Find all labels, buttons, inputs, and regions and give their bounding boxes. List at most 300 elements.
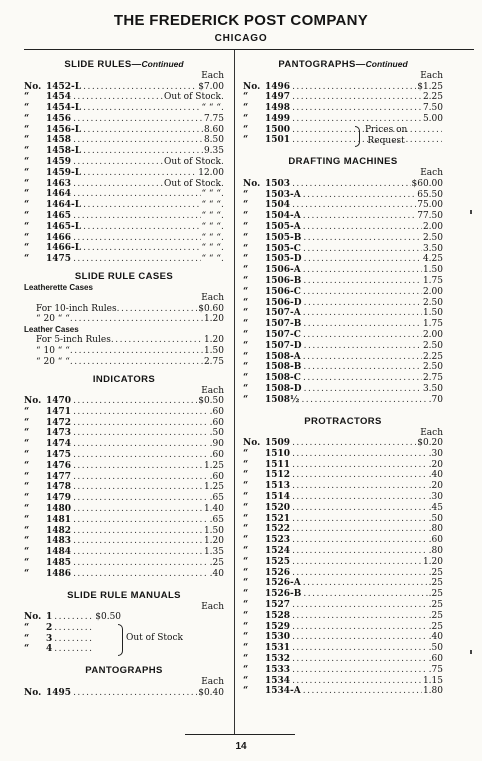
item-prefix: “ <box>243 610 249 621</box>
list-item <box>243 114 443 125</box>
pantographs-list-wrap <box>243 82 443 147</box>
model-number: 1511 <box>265 459 291 470</box>
list-item <box>243 470 443 481</box>
list-item <box>24 515 224 526</box>
model-number: 1532 <box>265 653 291 664</box>
list-item <box>243 503 443 514</box>
model-number: 1486 <box>46 568 72 579</box>
list-item <box>24 335 224 346</box>
list-item <box>243 514 443 525</box>
list-item <box>24 461 224 472</box>
model-number: 1507-C <box>265 329 301 340</box>
model-number: 1485 <box>46 557 72 568</box>
list-item <box>24 254 224 265</box>
list-item <box>243 330 443 341</box>
item-prefix: “ <box>24 211 30 222</box>
model-number: 1526 <box>265 567 291 578</box>
leader-dots <box>221 103 223 114</box>
slide-rules-list <box>24 82 224 266</box>
item-price: .60 <box>209 471 224 482</box>
model-number: 1454 <box>46 92 72 103</box>
model-number: 1510 <box>265 448 291 459</box>
manuals-title: SLIDE RULE MANUALS <box>67 589 181 601</box>
slide-rules-title: SLIDE RULES—Continued <box>64 59 184 70</box>
list-item <box>24 233 224 244</box>
item-price: 2.00 <box>422 329 443 340</box>
item-price: .80 <box>428 524 443 535</box>
item-prefix: “ <box>24 103 30 114</box>
model-number: 1505-C <box>265 243 301 254</box>
list-item <box>243 438 443 449</box>
case-label: For 10-inch Rules <box>36 303 117 314</box>
company-name: THE FREDERICK POST COMPANY <box>113 12 369 29</box>
item-prefix: “ <box>24 450 30 461</box>
list-item <box>243 611 443 622</box>
leader-dots <box>73 493 209 504</box>
leader-dots <box>303 578 428 589</box>
item-price: 7.50 <box>422 103 443 114</box>
item-price: 65.50 <box>417 189 443 200</box>
item-prefix: “ <box>243 113 249 124</box>
item-price: .70 <box>428 394 443 405</box>
leader-dots <box>292 643 428 654</box>
model-number: 1524 <box>265 545 291 556</box>
model-number: 1529 <box>265 621 291 632</box>
leader-dots <box>292 524 428 535</box>
item-prefix: “ <box>243 664 249 675</box>
item-prefix: “ <box>24 536 30 547</box>
model-number: 1476 <box>46 460 72 471</box>
leather-cases-label: Leather Cases <box>24 325 79 335</box>
item-price: .60 <box>209 417 224 428</box>
leader-dots <box>73 407 209 418</box>
item-price: .60 <box>428 535 443 546</box>
model-number: 1454-L <box>46 103 82 114</box>
item-prefix: “ <box>24 113 30 124</box>
item-prefix: “ <box>243 545 249 556</box>
item-price: 1.50 <box>203 525 224 536</box>
item-price: 1.20 <box>203 536 224 547</box>
item-prefix: “ <box>24 167 30 178</box>
model-number: 1484 <box>46 547 72 558</box>
model-number: 1466 <box>46 232 72 243</box>
model-number: 1499 <box>265 113 291 124</box>
slide-rule-cases-title: SLIDE RULE CASES <box>74 271 174 283</box>
bracket <box>118 624 123 656</box>
list-item <box>243 524 443 535</box>
leader-dots <box>304 384 422 395</box>
protractors-section <box>243 416 443 698</box>
item-note: “ “ “ <box>201 232 221 243</box>
pantographs-continued-list <box>243 82 443 147</box>
model-number: 1526-B <box>265 589 302 600</box>
item-price: 1.50 <box>422 308 443 319</box>
pantographs-continued-section <box>243 58 443 146</box>
leader-dots <box>83 243 201 254</box>
item-prefix: “ <box>243 200 249 211</box>
item-note: Out of Stock <box>164 157 221 168</box>
leader-dots <box>83 168 197 179</box>
item-price: 7.75 <box>203 113 224 124</box>
list-item <box>243 222 443 233</box>
item-note: Out of Stock <box>164 178 221 189</box>
item-price: 3.50 <box>422 243 443 254</box>
bracket <box>355 126 360 147</box>
list-item <box>243 103 443 114</box>
list-item <box>24 428 224 439</box>
model-number: 1533 <box>265 664 291 675</box>
drafting-machines-section <box>243 156 443 405</box>
item-price: $0.50 <box>198 396 224 407</box>
slide-rule-cases-section <box>24 271 224 367</box>
list-item <box>243 492 443 503</box>
leader-dots <box>73 211 201 222</box>
model-number: 1470 <box>46 396 72 407</box>
item-price: .60 <box>209 406 224 417</box>
item-price: 2.25 <box>422 351 443 362</box>
item-price: 8.50 <box>203 135 224 146</box>
left-column <box>24 58 224 699</box>
item-price: .90 <box>209 439 224 450</box>
leader-dots <box>292 114 422 125</box>
leader-dots <box>221 254 223 265</box>
item-prefix: “ <box>243 211 249 222</box>
list-item <box>243 600 443 611</box>
item-prefix: “ <box>24 254 30 265</box>
item-price: $0.50 <box>95 612 122 623</box>
model-number: 1505-A <box>265 221 301 232</box>
item-price: .25 <box>428 589 443 600</box>
item-prefix: “ <box>243 492 249 502</box>
item-prefix: “ <box>24 644 30 655</box>
list-item <box>24 157 224 168</box>
model-number: 1463 <box>46 178 72 189</box>
list-item <box>243 287 443 298</box>
model-number: 1466-L <box>46 243 82 254</box>
leader-dots <box>304 254 422 265</box>
item-prefix: “ <box>243 319 249 330</box>
list-item <box>243 265 443 276</box>
item-prefix: “ <box>243 535 249 546</box>
item-prefix: “ <box>243 632 249 643</box>
list-item <box>24 314 224 325</box>
item-prefix: “ <box>24 92 30 103</box>
leader-dots <box>292 622 428 633</box>
leader-dots <box>73 439 209 450</box>
model-number: 1505-D <box>265 254 302 265</box>
item-prefix: No. <box>24 81 42 92</box>
each-label: Each <box>420 427 443 438</box>
leader-dots <box>73 526 203 537</box>
item-prefix: “ <box>24 428 30 439</box>
drafting-machines-title: DRAFTING MACHINES <box>288 156 398 168</box>
list-item <box>24 526 224 537</box>
leader-dots <box>73 536 203 547</box>
item-prefix: “ <box>243 124 249 135</box>
list-item <box>243 676 443 687</box>
list-item <box>243 481 443 492</box>
item-prefix: “ <box>243 340 249 351</box>
item-prefix: “ <box>243 329 249 340</box>
column-divider <box>234 50 235 734</box>
item-prefix: No. <box>24 396 42 407</box>
list-item <box>24 439 224 450</box>
leader-dots <box>303 244 422 255</box>
model-number: 1481 <box>46 514 72 525</box>
manuals-section <box>24 590 224 656</box>
leader-dots <box>73 233 201 244</box>
leader-dots <box>221 200 223 211</box>
leader-dots <box>73 157 164 168</box>
each-label: Each <box>201 71 224 81</box>
item-price: 4.25 <box>422 254 443 265</box>
leader-dots <box>83 103 201 114</box>
list-item <box>243 643 443 654</box>
list-item <box>243 254 443 265</box>
leader-dots <box>292 179 410 190</box>
item-prefix: “ <box>243 675 249 686</box>
item-price: $0.40 <box>198 687 224 698</box>
list-item <box>243 557 443 568</box>
list-item <box>243 449 443 460</box>
leader-dots <box>221 189 223 200</box>
item-prefix: “ <box>243 599 249 610</box>
request-label: Request <box>367 135 405 146</box>
model-number: 1496 <box>265 81 291 92</box>
item-price: $0.60 <box>198 303 224 314</box>
item-prefix: “ <box>243 448 249 459</box>
item-price: .25 <box>428 567 443 578</box>
model-number: 1465 <box>46 211 72 222</box>
item-note: “ “ “ <box>201 211 221 222</box>
item-price: 2.75 <box>203 356 224 367</box>
leader-dots <box>73 558 209 569</box>
item-prefix: “ <box>24 557 30 568</box>
model-number: 1464-L <box>46 200 82 211</box>
leader-dots <box>292 200 416 211</box>
model-number: 1512 <box>265 470 291 481</box>
item-price: .25 <box>428 610 443 621</box>
model-number: 1508-D <box>265 383 302 394</box>
item-price: 1.15 <box>422 675 443 686</box>
item-price: 1.25 <box>203 460 224 471</box>
item-prefix: “ <box>243 383 249 394</box>
leader-dots <box>292 632 428 643</box>
item-price: $7.00 <box>198 81 224 92</box>
leader-dots <box>292 535 428 546</box>
leader-dots <box>292 557 422 568</box>
item-prefix: “ <box>24 568 30 579</box>
item-price: 2.00 <box>422 286 443 297</box>
model-number: 1497 <box>265 92 291 103</box>
leader-dots <box>73 515 209 526</box>
item-prefix: “ <box>243 686 249 697</box>
model-number: 1508-A <box>265 351 301 362</box>
item-price: .20 <box>428 459 443 470</box>
list-item <box>243 373 443 384</box>
list-item <box>24 346 224 357</box>
right-column <box>243 58 443 697</box>
item-prefix: “ <box>243 394 249 405</box>
model-number: 1520 <box>265 502 291 513</box>
item-price: .40 <box>428 470 443 481</box>
list-item <box>243 632 443 643</box>
protractors-list <box>243 438 443 697</box>
item-price: 2.50 <box>422 362 443 373</box>
item-prefix: “ <box>243 297 249 308</box>
pantographs-continued-title: PANTOGRAPHS—Continued <box>278 59 408 70</box>
list-item <box>24 114 224 125</box>
list-item <box>243 568 443 579</box>
list-item <box>24 623 224 634</box>
item-note: “ “ “ <box>201 189 221 200</box>
leader-dots <box>292 665 428 676</box>
slide-rules-section <box>24 58 224 265</box>
item-prefix: “ <box>243 556 249 567</box>
item-prefix: “ <box>243 92 249 103</box>
item-price: 2.50 <box>422 340 443 351</box>
scan-mark <box>470 210 472 214</box>
each-label: Each <box>420 71 443 81</box>
leader-dots <box>292 460 428 471</box>
list-item <box>24 168 224 179</box>
leader-dots <box>303 352 422 363</box>
list-item <box>24 569 224 580</box>
list-item <box>24 472 224 483</box>
each-label: Each <box>201 601 224 612</box>
item-price: .60 <box>209 450 224 461</box>
item-prefix: “ <box>243 265 249 276</box>
model-number: 1509 <box>265 438 291 449</box>
item-prefix: “ <box>243 567 249 578</box>
leader-dots <box>221 222 223 233</box>
leader-dots <box>292 481 428 492</box>
model-number: 1527 <box>265 599 291 610</box>
leader-dots <box>83 200 201 211</box>
leader-dots <box>292 92 422 103</box>
item-prefix: “ <box>24 417 30 428</box>
leader-dots <box>303 265 422 276</box>
list-item <box>24 125 224 136</box>
model-number: 1506-A <box>265 265 301 276</box>
manuals-list-wrap <box>24 612 224 655</box>
leader-dots <box>117 304 198 315</box>
model-number: 1483 <box>46 536 72 547</box>
model-number: 2 <box>46 622 53 633</box>
item-price: .45 <box>428 502 443 513</box>
pantographs-list <box>24 688 224 699</box>
leader-dots <box>73 504 203 515</box>
item-price: .40 <box>209 568 224 579</box>
model-number: 1506-D <box>265 297 302 308</box>
indicators-title: INDICATORS <box>92 373 156 385</box>
item-prefix: “ <box>24 622 30 633</box>
model-number: 1506-B <box>265 275 302 286</box>
protractors-title: PROTRACTORS <box>304 415 382 427</box>
model-number: 1456 <box>46 113 72 124</box>
list-item <box>243 298 443 309</box>
item-prefix: “ <box>243 243 249 254</box>
item-price: 1.40 <box>203 504 224 514</box>
model-number: 1505-B <box>265 232 302 243</box>
leader-dots <box>73 92 164 103</box>
model-number: 4 <box>46 644 53 655</box>
list-item <box>243 92 443 103</box>
item-prefix: “ <box>243 373 249 384</box>
item-price: $1.25 <box>417 81 443 92</box>
list-item <box>24 634 224 645</box>
item-prefix: “ <box>24 439 30 450</box>
item-price: 1.35 <box>203 547 224 558</box>
leader-dots <box>221 211 223 222</box>
list-item <box>243 460 443 471</box>
item-price: 1.25 <box>203 482 224 493</box>
leader-dots <box>301 395 427 406</box>
item-prefix: “ <box>24 200 30 211</box>
leader-dots <box>292 470 428 481</box>
leader-dots <box>292 546 428 557</box>
item-prefix: “ <box>24 482 30 493</box>
model-number: 1521 <box>265 513 291 524</box>
model-number: 1482 <box>46 525 72 536</box>
item-note: “ “ “ <box>201 103 221 114</box>
leader-dots <box>303 362 422 373</box>
leader-dots <box>303 233 422 244</box>
model-number: 1 <box>46 612 53 623</box>
leader-dots <box>303 589 427 600</box>
item-prefix: No. <box>24 612 42 623</box>
item-note: “ “ “ <box>201 221 221 232</box>
model-number: 1514 <box>265 492 291 502</box>
list-item <box>24 558 224 569</box>
list-item <box>24 92 224 103</box>
leader-dots <box>303 319 422 330</box>
list-item <box>24 243 224 254</box>
leader-dots <box>303 373 422 384</box>
item-prefix: “ <box>24 633 30 644</box>
item-prefix: “ <box>24 504 30 514</box>
item-price: 1.75 <box>422 275 443 286</box>
item-price: 1.20 <box>203 335 224 346</box>
list-item <box>24 644 224 655</box>
item-price: .30 <box>428 492 443 502</box>
item-price: .40 <box>428 632 443 643</box>
list-item <box>243 535 443 546</box>
leader-dots <box>221 179 223 190</box>
leader-dots <box>292 514 428 525</box>
list-item <box>243 308 443 319</box>
list-item <box>243 319 443 330</box>
list-item <box>24 504 224 515</box>
list-item <box>24 103 224 114</box>
item-price: 1.75 <box>422 319 443 330</box>
leader-dots <box>70 357 203 368</box>
item-price: 2.25 <box>422 92 443 103</box>
item-price: 1.80 <box>422 686 443 697</box>
leader-dots <box>303 308 422 319</box>
each-label: Each <box>201 385 224 396</box>
item-price: .60 <box>428 653 443 664</box>
leader-dots <box>73 472 209 483</box>
leader-dots <box>73 114 203 125</box>
item-price: 3.50 <box>422 383 443 394</box>
model-number: 1504 <box>265 200 291 211</box>
item-prefix: “ <box>243 254 249 265</box>
leader-dots <box>303 211 416 222</box>
leader-dots <box>54 634 94 645</box>
list-item <box>24 179 224 190</box>
item-prefix: “ <box>243 513 249 524</box>
